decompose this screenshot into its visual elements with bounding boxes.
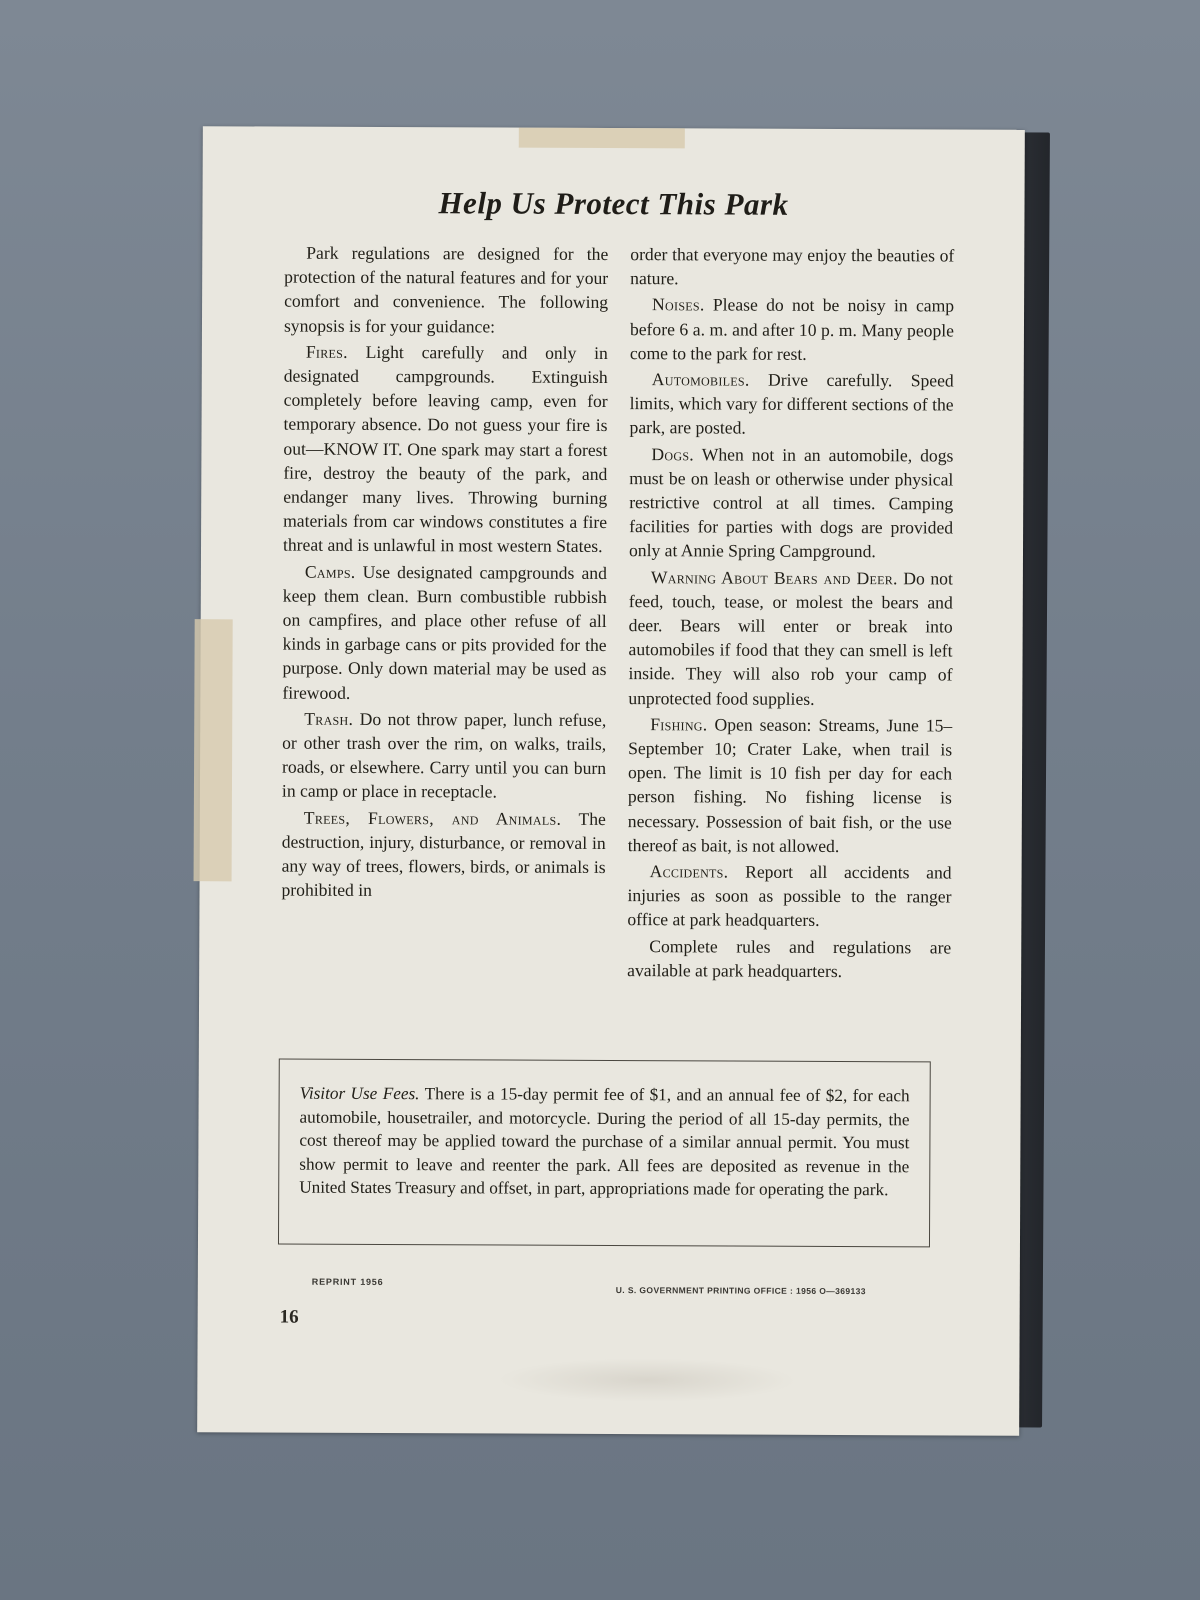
noises-heading: Noises. [652,294,705,315]
accidents-text: Report all accidents and injuries as soon as possible to the ranger office at park headquarters. [627,861,952,931]
trees-continued-paragraph [630,242,954,292]
bears-paragraph [628,565,953,712]
tape-strip-top [519,128,685,149]
tape-strip-left [194,619,233,881]
accidents-heading: Accidents. [649,861,729,882]
trees-paragraph [281,805,605,903]
visitor-fees-box [278,1059,931,1248]
page-number: 16 [279,1306,299,1328]
fishing-heading: Fishing. [650,714,708,735]
dogs-paragraph [629,442,954,564]
camps-paragraph [282,559,607,706]
trees-text: The destruction, injury, disturbance, or removal in any way of trees, flowers, birds, or animals is prohibited in [281,808,606,901]
intro-paragraph [284,241,608,339]
trash-heading: Trash. [304,708,354,729]
intro-text: Park regulations are designed for the protection of the natural features and for your comfort and convenience. The following synopsis is for your guidance: [283,242,609,337]
closing-paragraph [627,934,951,984]
fires-text: Light carefully and only in designated campgrounds. Extinguish completely before leaving camp, even for temporary absence. Do not guess your fire is out—KNOW IT. One spark may start a forest fire, destroy the beauty of the park, and endanger many lives. Throwing burning materials from car windows constitutes a fire threat and is unlawful in most western States. [282,341,608,557]
printing-office-note: U. S. GOVERNMENT PRINTING OFFICE : 1956 O—369133 [615,1285,866,1297]
show-through-smudge [497,1358,797,1403]
camps-text: Use designated campgrounds and keep them clean. Burn combustible rubbish on campfires, and place other refuse of all kinds in garbage cans or pits provided for the purpose. Only down material may be used as firewood. [282,561,607,703]
trees-heading: Trees, Flowers, and Animals. [303,807,562,829]
reprint-note: REPRINT 1956 [311,1276,384,1288]
bears-text: Do not feed, touch, tease, or molest the bears and deer. Bears will enter or break into automobiles if food that they can smell is left inside. They will also rob your camp of unprotected food supplies. [628,567,953,709]
trash-text: Do not throw paper, lunch refuse, or other trash over the rim, on walks, trails, roads, or elsewhere. Carry until you can burn in camp or place in receptacle. [281,708,607,802]
trash-paragraph [282,706,606,804]
noises-text: Please do not be noisy in camp before 6 a. m. and after 10 p. m. Many people come to the park for rest. [629,294,955,364]
fishing-text: Open season: Streams, June 15–September 10; Crater Lake, when trail is open. The limit is 10 fish per day for each person fishing. No fishing license is necessary. Possession of bait fish, or the use thereof as bait, is not allowed. [627,714,953,856]
dogs-heading: Dogs. [651,443,695,464]
noises-paragraph [630,292,954,366]
bears-heading: Warning About Bears and Deer. [650,566,898,588]
fees-text: There is a 15-day permit fee of $1, and an annual fee of $2, for each automobile, housetrailer, and motorcycle. During the period of all 15-day permits, the cost thereof may be applied toward the purchase of a similar annual permit. You must show permit to leave and reenter the park. All fees are deposited as revenue in the United States Treasury and offset, in part, appropriations made for operating the park. [299,1084,910,1200]
fishing-paragraph [628,712,953,859]
automobiles-paragraph [629,367,953,441]
left-column [281,241,608,985]
closing-text: Complete rules and regulations are available at park headquarters. [627,935,952,981]
fires-paragraph [283,339,608,558]
fees-heading: Visitor Use Fees. [299,1083,420,1104]
right-column [627,242,954,986]
pamphlet-page [197,126,1025,1436]
dogs-text: When not in an automobile, dogs must be on leash or otherwise under physical restrictive control at all times. Camping facilities for parties with dogs are provided only at Annie Spring Campground. [628,444,954,562]
automobiles-text: Drive carefully. Speed limits, which vary for different sections of the park, are posted. [629,369,954,439]
trees-continued-text: order that everyone may enjoy the beauties of nature. [630,244,955,289]
body-columns [281,241,954,986]
fires-heading: Fires. [305,341,348,362]
page-title: Help Us Protect This Park [438,185,789,222]
accidents-paragraph [627,859,951,933]
automobiles-heading: Automobiles. [651,369,750,390]
camps-heading: Camps. [304,561,356,582]
